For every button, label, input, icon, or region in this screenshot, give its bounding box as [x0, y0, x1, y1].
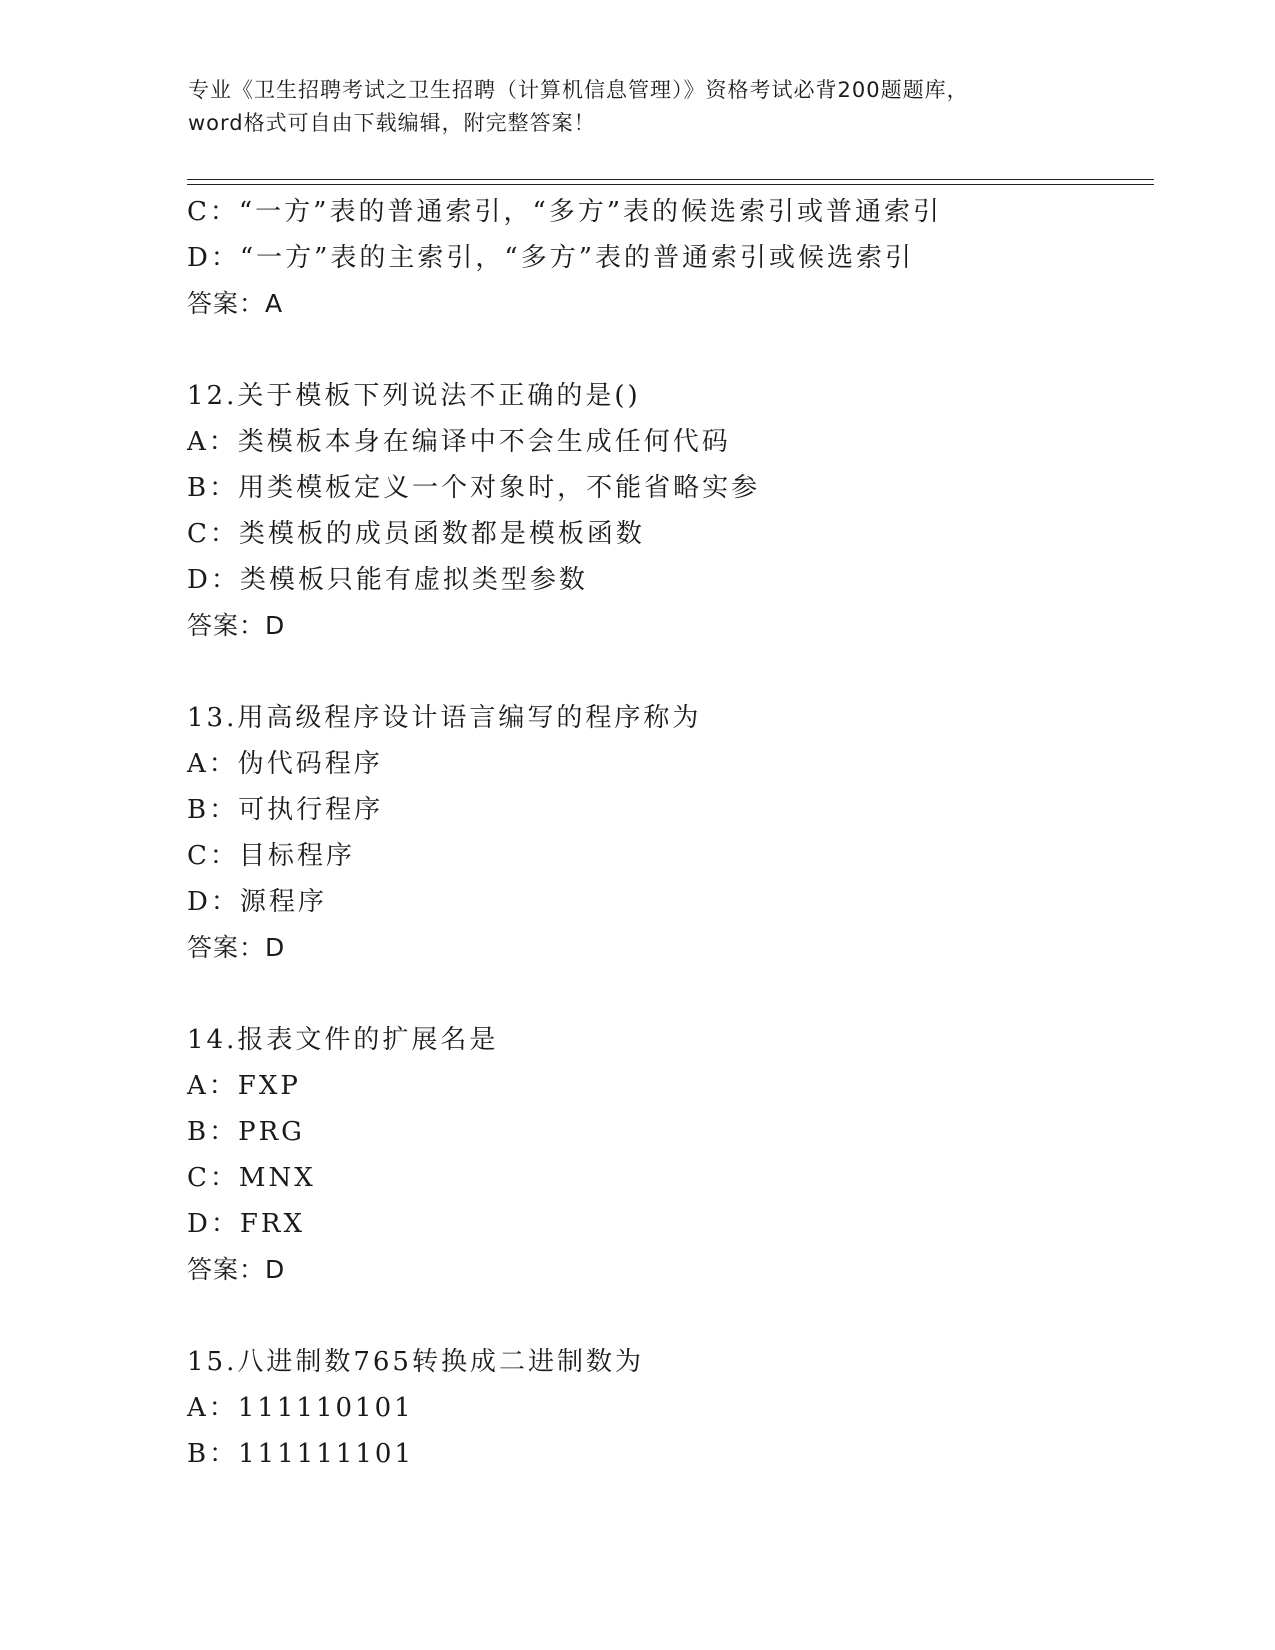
option-c: C：类模板的成员函数都是模板函数 [187, 519, 645, 549]
option-b: B：用类模板定义一个对象时，不能省略实参 [187, 473, 761, 503]
option-c: C：目标程序 [187, 841, 355, 871]
option-d: D：类模板只能有虚拟类型参数 [187, 565, 588, 595]
spacer [187, 1293, 1167, 1339]
header-line-2: word格式可自由下载编辑，附完整答案！ [188, 111, 596, 135]
question-block-15 [187, 1339, 1167, 1477]
option-c: C：“一方”表的普通索引，“多方”表的候选索引或普通索引 [187, 197, 943, 227]
header-line-1: 专业《卫生招聘考试之卫生招聘（计算机信息管理）》资格考试必背200题题库， [188, 78, 969, 102]
option-a: A：FXP [187, 1071, 301, 1101]
option-b: B：111111101 [187, 1439, 414, 1469]
spacer [187, 649, 1167, 695]
answer-line: 答案：D [187, 933, 286, 962]
option-a: A：伪代码程序 [187, 749, 383, 779]
question-stem: 15.八进制数765转换成二进制数为 [187, 1347, 644, 1377]
question-block-12 [187, 373, 1167, 649]
header-divider-bottom [187, 184, 1154, 185]
document-header [188, 74, 1088, 140]
question-list [187, 189, 1167, 1477]
question-block-13 [187, 695, 1167, 971]
question-block-14 [187, 1017, 1167, 1293]
spacer [187, 971, 1167, 1017]
option-a: A：类模板本身在编译中不会生成任何代码 [187, 427, 731, 457]
option-d: D：源程序 [187, 887, 327, 917]
answer-line: 答案：D [187, 611, 286, 640]
question-stem: 12.关于模板下列说法不正确的是() [187, 381, 641, 411]
question-stem: 14.报表文件的扩展名是 [187, 1025, 499, 1055]
spacer [187, 327, 1167, 373]
option-d: D：FRX [187, 1209, 305, 1239]
option-b: B：PRG [187, 1117, 305, 1147]
answer-line: 答案：D [187, 1255, 286, 1284]
option-b: B：可执行程序 [187, 795, 384, 825]
answer-line: 答案：A [187, 289, 284, 318]
option-a: A：111110101 [187, 1393, 414, 1423]
option-d: D：“一方”表的主索引，“多方”表的普通索引或候选索引 [187, 243, 915, 273]
question-stem: 13.用高级程序设计语言编写的程序称为 [187, 703, 702, 733]
option-c: C：MNX [187, 1163, 316, 1193]
header-divider-top [187, 179, 1154, 180]
